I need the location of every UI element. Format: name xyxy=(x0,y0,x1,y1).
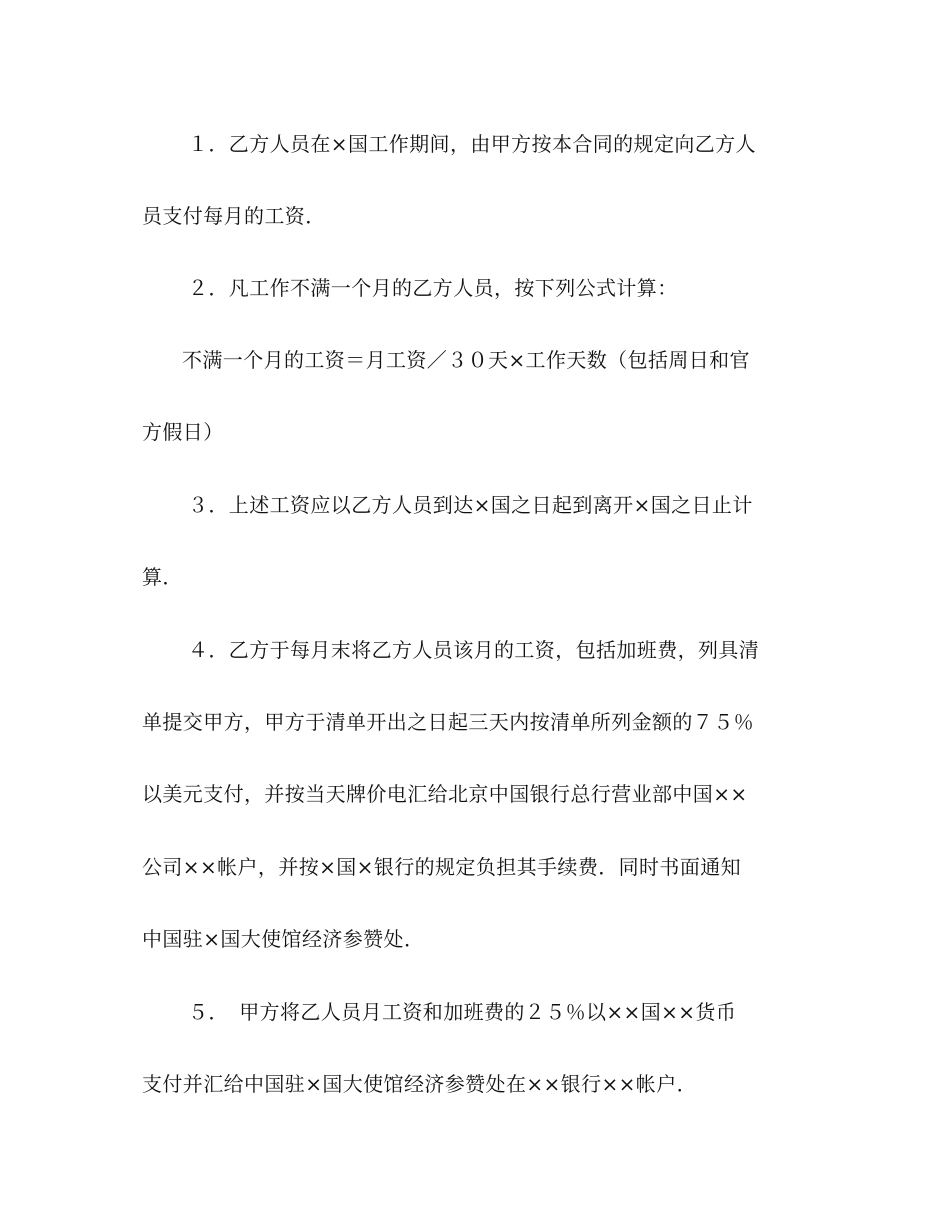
clause-4-line-2: 单提交甲方，甲方于清单开出之日起三天内按清单所列金额的７５％ xyxy=(142,710,754,734)
clause-1-line-1: １．乙方人员在×国工作期间，由甲方按本合同的规定向乙方人 xyxy=(188,132,756,156)
clause-1-line-2: 员支付每月的工资． xyxy=(142,204,326,228)
formula-line-1: 不满一个月的工资＝月工资／３０天×工作天数（包括周日和官 xyxy=(182,348,750,372)
clause-4-line-4: 公司××帐户，并按×国×银行的规定负担其手续费．同时书面通知 xyxy=(142,855,742,879)
clause-4-line-1: ４．乙方于每月末将乙方人员该月的工资，包括加班费，列具清 xyxy=(188,638,760,662)
clause-2-line-1: ２．凡工作不满一个月的乙方人员，按下列公式计算： xyxy=(188,276,678,300)
clause-3-line-1: ３．上述工资应以乙方人员到达×国之日起到离开×国之日止计 xyxy=(188,493,753,517)
clause-4-line-5: 中国驻×国大使馆经济参赞处． xyxy=(142,927,425,951)
clause-3-line-2: 算． xyxy=(142,565,183,589)
clause-5-line-2: 支付并汇给中国驻×国大使馆经济参赞处在××银行××帐户． xyxy=(142,1072,697,1096)
formula-line-2: 方假日） xyxy=(142,420,224,444)
clause-5-line-1: ５． 甲方将乙人员月工资和加班费的２５％以××国××货币 xyxy=(188,1000,737,1024)
clause-4-line-3: 以美元支付，并按当天牌价电汇给北京中国银行总行营业部中国×× xyxy=(142,782,748,806)
